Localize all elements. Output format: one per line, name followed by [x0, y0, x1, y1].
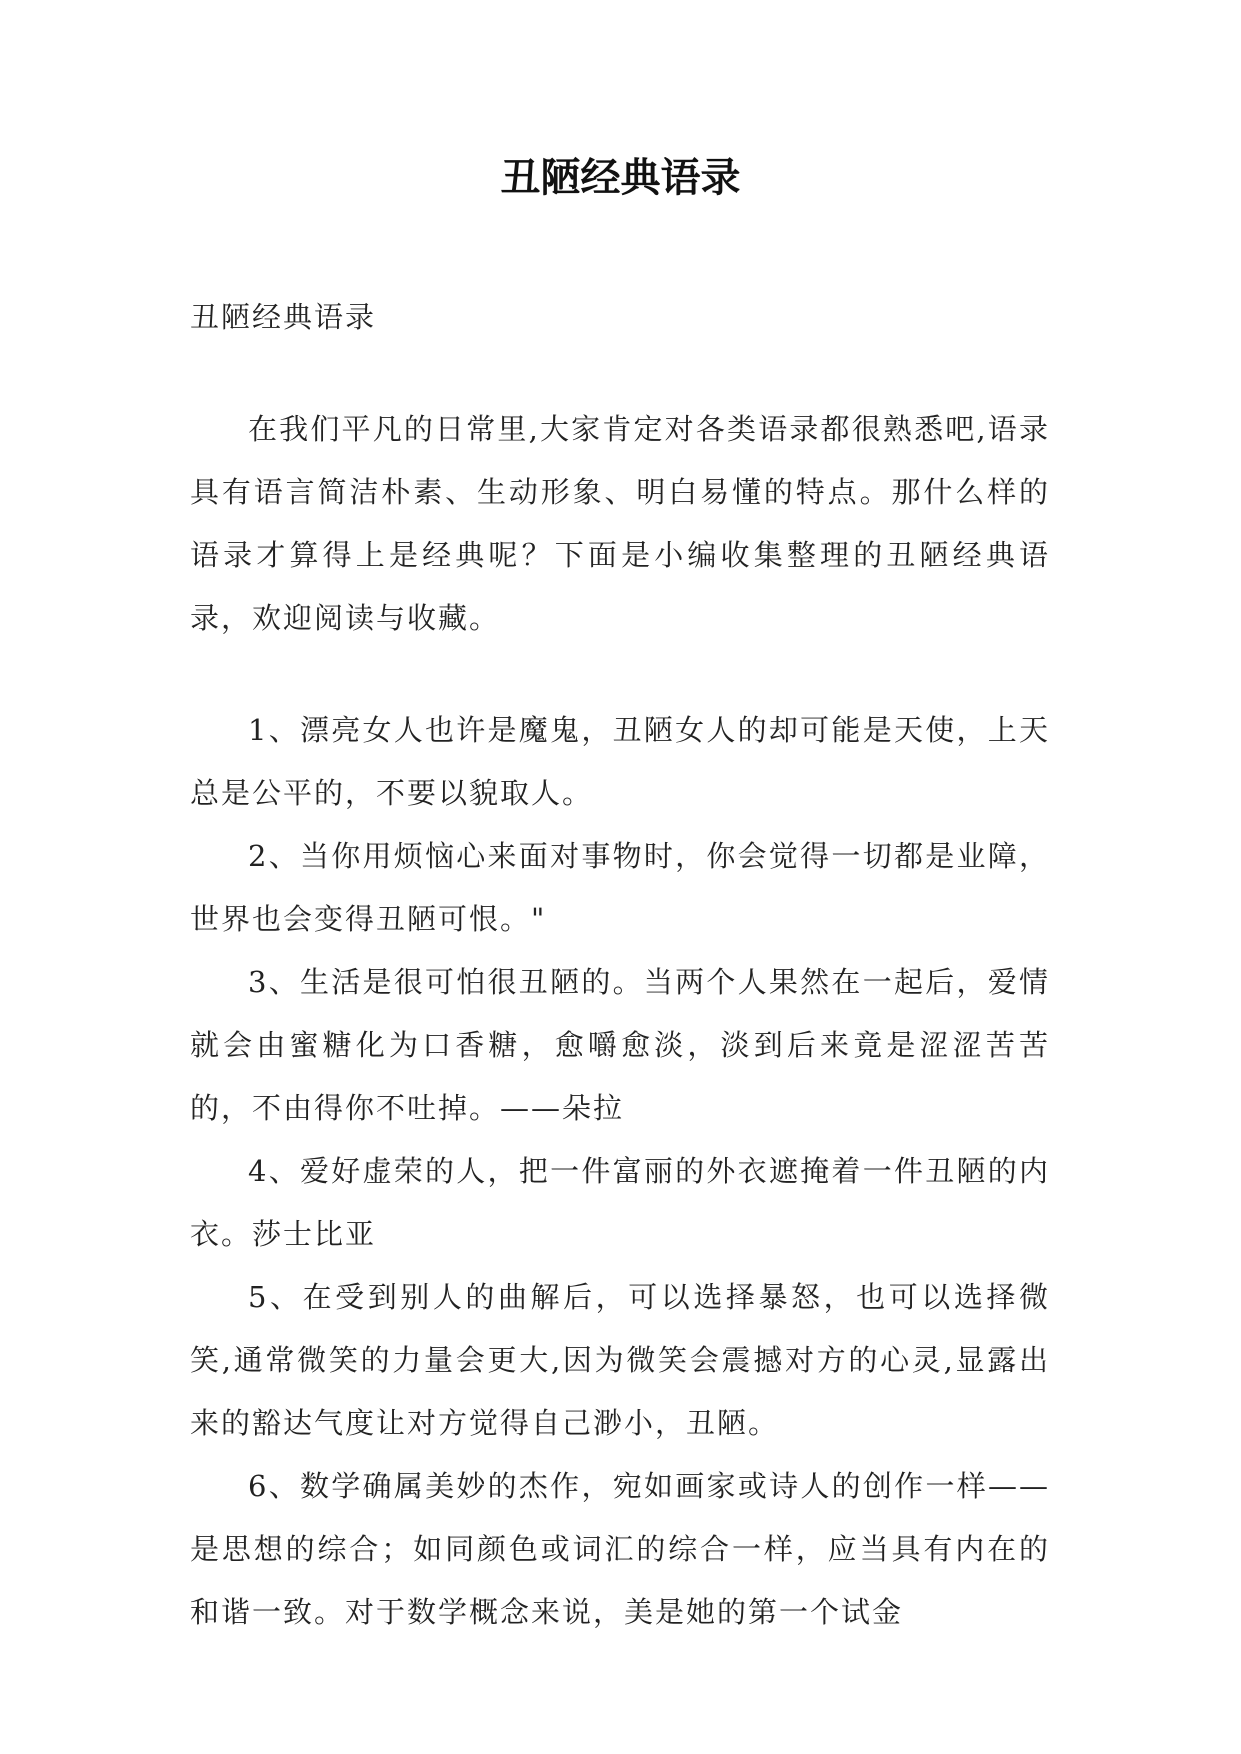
quote-paragraph-5: 5、在受到别人的曲解后，可以选择暴怒，也可以选择微笑,通常微笑的力量会更大,因为微笑会震撼对方的心灵,显露出来的豁达气度让对方觉得自己渺小，丑陋。	[190, 1280, 1050, 1440]
document-title: 丑陋经典语录	[500, 154, 741, 201]
intro-paragraph: 在我们平凡的日常里,大家肯定对各类语录都很熟悉吧,语录具有语言简洁朴素、生动形象、明白易懂的特点。那什么样的语录才算得上是经典呢？下面是小编收集整理的丑陋经典语录，欢迎阅读与收藏。	[190, 412, 1050, 635]
quote-paragraph-1: 1、漂亮女人也许是魔鬼，丑陋女人的却可能是天使，上天总是公平的，不要以貌取人。	[190, 713, 1050, 810]
quote-paragraph-6: 6、数学确属美妙的杰作，宛如画家或诗人的创作一样——是思想的综合；如同颜色或词汇的综合一样，应当具有内在的和谐一致。对于数学概念来说，美是她的第一个试金	[190, 1469, 1050, 1629]
document-subtitle: 丑陋经典语录	[190, 300, 377, 334]
quote-paragraph-2: 2、当你用烦恼心来面对事物时，你会觉得一切都是业障，世界也会变得丑陋可恨。"	[190, 839, 1050, 936]
quote-paragraph-4: 4、爱好虚荣的人，把一件富丽的外衣遮掩着一件丑陋的内衣。莎士比亚	[190, 1154, 1050, 1251]
quote-paragraph-3: 3、生活是很可怕很丑陋的。当两个人果然在一起后，爱情就会由蜜糖化为口香糖，愈嚼愈淡，淡到后来竟是涩涩苦苦的，不由得你不吐掉。——朵拉	[190, 965, 1050, 1125]
document-body	[190, 286, 1050, 1644]
